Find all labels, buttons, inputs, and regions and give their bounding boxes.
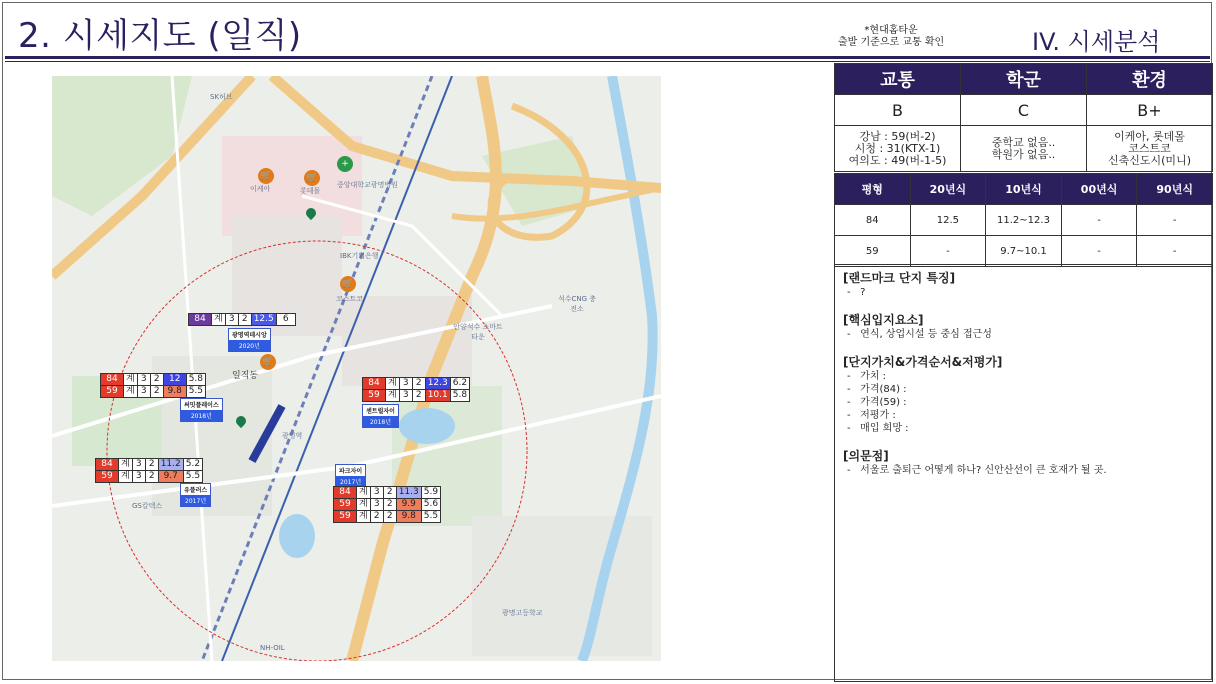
complex-year: 2020년 — [229, 340, 270, 351]
list-item: - 연식, 상업시설 등 중심 접근성 — [847, 329, 992, 340]
kind-cell: 계 — [124, 374, 138, 386]
kind-cell: 계 — [357, 499, 371, 511]
list-item: - 가격(84) : — [847, 384, 907, 395]
map-base — [52, 76, 661, 661]
value-text: 매입 희망 : — [860, 423, 909, 434]
env-costco: 코스트코 — [1128, 141, 1171, 155]
value-text: 가격(84) : — [860, 384, 907, 395]
cell: - — [910, 236, 986, 267]
header-rule-thin — [5, 61, 1210, 62]
list-item: - 가격(59) : — [847, 397, 907, 408]
list-item: - 가치 : — [847, 371, 887, 382]
low-price-cell: 5.5 — [183, 471, 202, 483]
bath-cell: 2 — [383, 487, 396, 499]
low-price-cell: 6 — [276, 314, 295, 326]
poi-ilgjikdong: 일직동 — [232, 371, 259, 381]
header-school: 학군 — [961, 64, 1087, 95]
cart-icon-lotte: 🛒 — [304, 170, 320, 186]
cell: 11.2~12.3 — [986, 205, 1062, 236]
col-1990s: 90년식 — [1137, 174, 1213, 205]
list-item: - 매입 희망 : — [847, 423, 909, 434]
room-cell: 3 — [132, 471, 145, 483]
price-row — [363, 390, 470, 402]
price-row — [101, 374, 206, 386]
complex-name: 파크자이 — [339, 468, 363, 475]
complex-year: 2018년 — [181, 410, 222, 421]
area-cell: 84 — [96, 459, 119, 471]
poi-skhub: SK허브 — [210, 93, 233, 101]
complex-name: 광명역데시앙 — [232, 332, 267, 339]
grade-transport: B — [835, 95, 961, 126]
header-transport: 교통 — [835, 64, 961, 95]
price-row — [334, 499, 441, 511]
area-cell: 84 — [101, 374, 124, 386]
value-text: 가격(59) : — [860, 397, 907, 408]
area-cell: 84 — [189, 314, 212, 326]
complex-name: 유플러스 — [184, 487, 208, 494]
cart-icon-ikea: 🛒 — [258, 168, 274, 184]
ratings-detail-row — [835, 126, 1213, 172]
cell: 12.5 — [910, 205, 986, 236]
cart-icon-ak: 🛒 — [260, 354, 276, 370]
low-price-cell: 5.5 — [186, 386, 205, 398]
table-row — [835, 236, 1213, 267]
area-cell: 84 — [334, 487, 357, 499]
complex-tag-uplus — [180, 483, 211, 507]
col-2010s: 10년식 — [986, 174, 1062, 205]
transport-yeouido: 여의도 : 49(버-1-5) — [848, 153, 947, 167]
area-cell: 59 — [363, 390, 386, 402]
kind-cell: 계 — [119, 471, 133, 483]
kind-cell: 계 — [124, 386, 138, 398]
poi-hospital: 중앙대학교광명병원 — [337, 181, 398, 189]
low-price-cell: 5.2 — [183, 459, 202, 471]
kind-cell: 계 — [357, 487, 371, 499]
price-row — [189, 314, 296, 326]
grade-school: C — [961, 95, 1087, 126]
low-price-cell: 5.9 — [421, 487, 440, 499]
poi-cng: 석수CNG 충전소 — [557, 295, 597, 313]
cell: - — [1061, 205, 1137, 236]
analysis-notes — [834, 264, 1213, 682]
poi-gs: GS칼텍스 — [132, 502, 163, 510]
bath-cell: 2 — [145, 459, 158, 471]
complex-tag-desian — [228, 328, 271, 352]
low-price-cell: 5.8 — [186, 374, 205, 386]
price-row — [101, 386, 206, 398]
bath-cell: 2 — [412, 390, 425, 402]
bath-cell: 2 — [150, 386, 163, 398]
detail-environment — [1087, 126, 1213, 172]
area-cell: 59 — [334, 511, 357, 523]
grade-environment: B+ — [1087, 95, 1213, 126]
room-cell: 3 — [137, 386, 150, 398]
price-row — [334, 487, 441, 499]
cell: - — [1061, 236, 1137, 267]
price-cell: 11.3 — [396, 487, 421, 499]
bath-cell: 2 — [383, 511, 396, 523]
area-cell: 84 — [363, 378, 386, 390]
note-line-1: *현대홈타운 — [864, 25, 918, 36]
section-title: IV. 시세분석 — [1032, 28, 1161, 56]
list-item: - 저평가 : — [847, 410, 896, 421]
room-cell: 3 — [137, 374, 150, 386]
area-cell: 59 — [96, 471, 119, 483]
price-cell: 12.3 — [425, 378, 450, 390]
hospital-icon: + — [337, 156, 353, 172]
ratings-table — [834, 63, 1213, 172]
header-environment: 환경 — [1087, 64, 1213, 95]
cell: - — [1137, 205, 1213, 236]
bath-cell: 2 — [150, 374, 163, 386]
question-heading: [의문점] — [843, 449, 889, 463]
room-cell: 3 — [370, 499, 383, 511]
col-2020s: 20년식 — [910, 174, 986, 205]
complex-price-table-summit — [100, 373, 206, 398]
price-cell: 9.8 — [163, 386, 186, 398]
room-cell: 3 — [399, 390, 412, 402]
complex-year: 2017년 — [181, 495, 210, 506]
vintage-price-table — [834, 173, 1213, 267]
poi-costco: 코스트코 — [336, 295, 364, 303]
core-text: 연식, 상업시설 등 중심 접근성 — [860, 329, 992, 340]
core-heading: [핵심입지요소] — [843, 313, 924, 327]
kind-cell: 계 — [357, 511, 371, 523]
low-price-cell: 5.8 — [450, 390, 469, 402]
bath-cell: 2 — [238, 314, 251, 326]
price-row — [363, 378, 470, 390]
value-text: 저평가 : — [860, 410, 896, 421]
poi-station: 광명역 — [282, 432, 303, 440]
price-cell: 10.1 — [425, 390, 450, 402]
header-rule — [5, 56, 1210, 59]
complex-price-table-central — [362, 377, 470, 402]
poi-lotte: 롯데몰 — [300, 187, 321, 195]
complex-price-table-desian — [188, 313, 296, 326]
list-item: - ? — [847, 287, 866, 298]
cell: 59 — [835, 236, 911, 267]
price-cell: 12.5 — [251, 314, 276, 326]
page-title: 2. 시세지도 (일직) — [18, 16, 302, 56]
complex-name: 써밋플레이스 — [184, 402, 219, 409]
complex-price-table-park — [333, 486, 441, 523]
low-price-cell: 5.6 — [421, 499, 440, 511]
room-cell: 3 — [225, 314, 238, 326]
table-row — [835, 205, 1213, 236]
complex-year: 2017년 — [336, 476, 365, 487]
env-ikea-lotte: 이케아, 롯데몰 — [1114, 129, 1185, 143]
price-row — [96, 471, 203, 483]
env-new-town: 신축신도시(미니) — [1108, 153, 1191, 167]
poi-anyang-seoksu: 안양석수 스마트타운 — [453, 323, 503, 341]
cell: 9.7~10.1 — [986, 236, 1062, 267]
landmark-heading: [랜드마크 단지 특징] — [843, 271, 956, 285]
ratings-header-row — [835, 64, 1213, 95]
transport-gangnam: 강남 : 59(버-2) — [859, 129, 936, 143]
poi-nhoil: NH-OIL — [260, 644, 285, 652]
price-row — [334, 511, 441, 523]
value-heading: [단지가치&가격순서&저평가] — [843, 355, 1003, 369]
col-area: 평형 — [835, 174, 911, 205]
kind-cell: 계 — [119, 459, 133, 471]
transport-cityhall: 시청 : 31(KTX-1) — [854, 141, 941, 155]
low-price-cell: 5.5 — [421, 511, 440, 523]
poi-high-school: 광명고등학교 — [502, 609, 543, 617]
school-academy: 학원가 없음.. — [991, 147, 1056, 161]
note-line-2: 출발 기준으로 교통 확인 — [838, 37, 945, 48]
bath-cell: 2 — [383, 499, 396, 511]
cell: 84 — [835, 205, 911, 236]
price-cell: 9.7 — [158, 471, 183, 483]
value-text: 가치 : — [860, 371, 887, 382]
complex-tag-central — [362, 404, 399, 428]
cart-icon-costco: 🛒 — [340, 276, 356, 292]
complex-tag-park — [335, 464, 366, 488]
price-map — [52, 76, 661, 661]
complex-tag-summit — [180, 398, 223, 422]
room-cell: 3 — [370, 487, 383, 499]
complex-year: 2018년 — [363, 416, 398, 427]
vintage-header-row — [835, 174, 1213, 205]
area-cell: 59 — [101, 386, 124, 398]
complex-price-table-uplus — [95, 458, 203, 483]
price-cell: 9.8 — [396, 511, 421, 523]
price-cell: 11.2 — [158, 459, 183, 471]
bath-cell: 2 — [412, 378, 425, 390]
poi-ibk: IBK기업은행 — [340, 252, 379, 260]
col-2000s: 00년식 — [1061, 174, 1137, 205]
bath-cell: 2 — [145, 471, 158, 483]
transport-note — [838, 25, 944, 49]
price-row — [96, 459, 203, 471]
detail-transport — [835, 126, 961, 172]
kind-cell: 계 — [212, 314, 226, 326]
kind-cell: 계 — [386, 390, 400, 402]
room-cell: 3 — [132, 459, 145, 471]
ratings-grade-row — [835, 95, 1213, 126]
detail-school — [961, 126, 1087, 172]
low-price-cell: 6.2 — [450, 378, 469, 390]
list-item: - 서울로 출퇴근 어떻게 하나? 신안산선이 큰 호재가 될 곳. — [847, 465, 1107, 476]
cell: - — [1137, 236, 1213, 267]
kind-cell: 계 — [386, 378, 400, 390]
school-middle: 중학교 없음.. — [991, 135, 1056, 149]
landmark-text: ? — [860, 287, 866, 298]
price-cell: 12 — [163, 374, 186, 386]
room-cell: 2 — [370, 511, 383, 523]
room-cell: 3 — [399, 378, 412, 390]
question-text: 서울로 출퇴근 어떻게 하나? 신안산선이 큰 호재가 될 곳. — [860, 465, 1107, 476]
complex-name: 센트럴자이 — [366, 408, 395, 415]
price-cell: 9.9 — [396, 499, 421, 511]
area-cell: 59 — [334, 499, 357, 511]
poi-ikea: 이케아 — [250, 185, 271, 193]
